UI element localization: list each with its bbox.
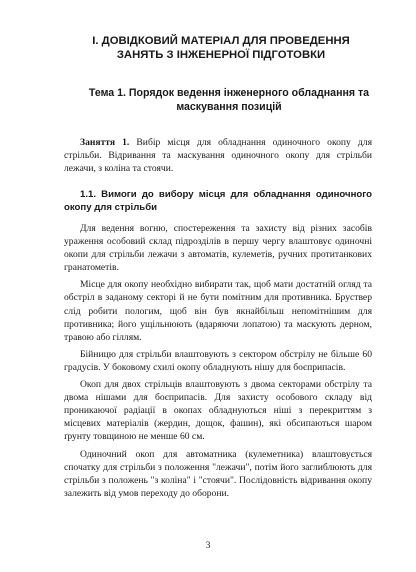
body-paragraph: Бійницю для стрільби влаштовують з сектором обстрілу не більше 60 градусів. У боковому схилі окопу обладнують нішу для боєприпасів. bbox=[64, 348, 372, 373]
body-paragraph: Окоп для двох стрільців влаштовують з двома секторами обстрілу та двома нішами для боєприпасів. Для захисту особового складу від проникаючої радіації в окопах обладнуються ніші з перекриттям з місцевих матеріалів (жердин, дощок, фашин), які обсипаються шаром ґрунту товщиною не менше 60 см. bbox=[64, 379, 372, 443]
page-number: 3 bbox=[205, 540, 211, 551]
body-paragraph: Місце для окопу необхідно вибирати так, щоб мати достатній огляд та обстріл в заданому секторі й не бути помітним для противника. Бруствер слід робити пологим, щоб він був якнайбільш непомітнішим для противника; його ущільнюють (вдаряючи лопатою) та маскують дерном, травою або гіллям. bbox=[64, 279, 372, 343]
topic-title: Тема 1. Порядок ведення інженерного обладнання та маскування позицій bbox=[88, 87, 370, 113]
body-paragraph: Одиночний окоп для автоматника (кулеметника) влаштовується спочатку для стрільби з положення "лежачи", потім його заглиблюють для стрільби з положень "з коліна" і "стоячи". Послідовність відривання окопу залежить від умов переходу до оборони. bbox=[64, 448, 372, 499]
lesson-label: Заняття 1. bbox=[80, 137, 130, 148]
chapter-title: I. ДОВІДКОВИЙ МАТЕРІАЛ ДЛЯ ПРОВЕДЕННЯ ЗАНЯТЬ З ІНЖЕНЕРНОЇ ПІДГОТОВКИ bbox=[92, 35, 350, 61]
lesson-text: Вибір місця для обладнання одиночного окопу для стрільби. Відривання та маскування одиночного окопу для стрільби лежачи, з коліна та стоячи. bbox=[64, 137, 372, 174]
body-paragraph: Для ведення вогню, спостереження та захисту від різних засобів ураження особовий склад підрозділів в першу чергу влаштовує одиночні окопи для стрільби лежачи з автоматів, кулеметів, ручних протитанкових гранатометів. bbox=[64, 223, 372, 274]
section-title: 1.1. Вимоги до вибору місця для обладнання одиночного окопу для стрільби bbox=[64, 189, 372, 213]
lesson-paragraph bbox=[64, 136, 372, 175]
